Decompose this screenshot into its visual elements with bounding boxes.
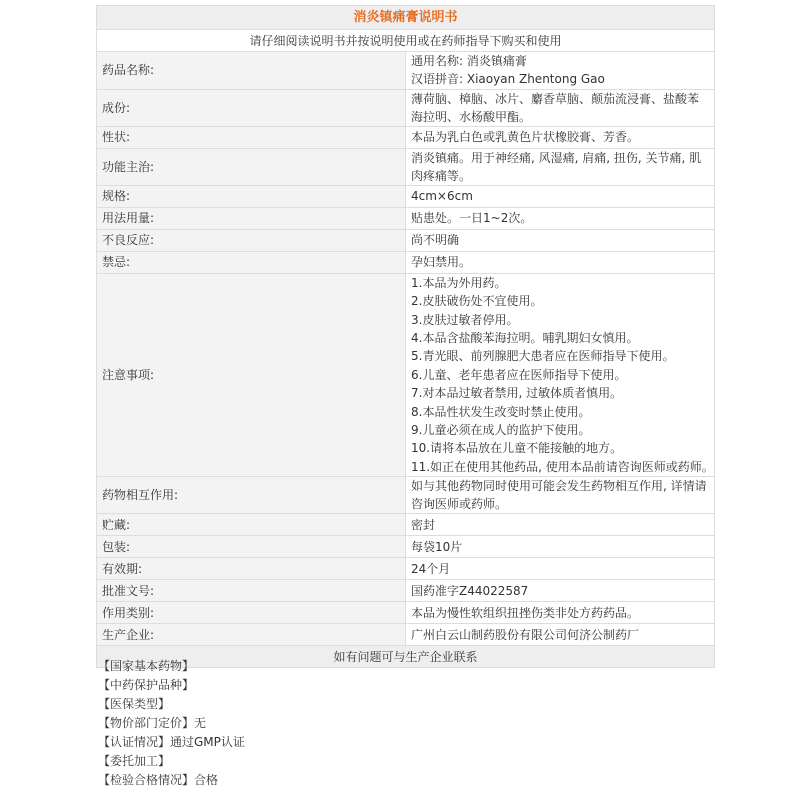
precaution-item: 6.儿童、老年患者应在医师指导下使用。 xyxy=(411,367,627,382)
field-value: 消炎镇痛。用于神经痛, 风湿痛, 肩痛, 扭伤, 关节痛, 肌肉疼痛等。 xyxy=(406,148,715,185)
spec-row xyxy=(97,229,715,251)
extra-info-line: 【医保类型】 xyxy=(98,697,171,711)
field-label: 成份: xyxy=(97,89,406,126)
spec-row xyxy=(97,580,715,602)
precaution-item: 11.如正在使用其他药品, 使用本品前请咨询医师或药师。 xyxy=(411,459,714,474)
field-value: 本品为慢性软组织扭挫伤类非处方药药品。 xyxy=(406,602,715,624)
notice-row xyxy=(97,30,715,52)
reading-notice: 请仔细阅读说明书并按说明使用或在药师指导下购买和使用 xyxy=(97,30,715,52)
spec-row xyxy=(97,624,715,646)
pinyin-name: 汉语拼音: Xiaoyan Zhentong Gao xyxy=(411,72,605,87)
precautions-label: 注意事项: xyxy=(97,273,406,476)
field-value: 贴患处。一日1~2次。 xyxy=(406,207,715,229)
precaution-item: 9.儿童必须在成人的监护下使用。 xyxy=(411,423,591,438)
precautions-list xyxy=(406,273,715,476)
extra-info-list xyxy=(98,657,245,790)
field-value: 孕妇禁用。 xyxy=(406,251,715,273)
field-label: 生产企业: xyxy=(97,624,406,646)
field-label: 作用类别: xyxy=(97,602,406,624)
extra-info-line: 【检验合格情况】合格 xyxy=(98,773,219,787)
extra-info-line: 【物价部门定价】无 xyxy=(98,716,207,730)
spec-row xyxy=(97,207,715,229)
title-row xyxy=(97,6,715,30)
leaflet-sheet xyxy=(96,5,715,668)
spec-row xyxy=(97,251,715,273)
field-label: 有效期: xyxy=(97,558,406,580)
precaution-item: 2.皮肤破伤处不宜使用。 xyxy=(411,294,543,309)
field-label: 功能主治: xyxy=(97,148,406,185)
drug-name-label: 药品名称: xyxy=(97,52,406,90)
precaution-item: 4.本品含盐酸苯海拉明。哺乳期妇女慎用。 xyxy=(411,331,639,346)
extra-info-line: 【认证情况】通过GMP认证 xyxy=(98,735,245,749)
common-name: 通用名称: 消炎镇痛膏 xyxy=(411,54,527,68)
precaution-item: 5.青光眼、前列腺肥大患者应在医师指导下使用。 xyxy=(411,349,675,364)
field-value: 国药准字Z44022587 xyxy=(406,580,715,602)
precaution-item: 1.本品为外用药。 xyxy=(411,275,507,290)
field-value: 24个月 xyxy=(406,558,715,580)
spec-row xyxy=(97,536,715,558)
field-value: 本品为乳白色或乳黄色片状橡胶膏、芳香。 xyxy=(406,126,715,148)
precaution-item: 7.对本品过敏者禁用, 过敏体质者慎用。 xyxy=(411,386,623,401)
spec-row xyxy=(97,89,715,126)
spec-row xyxy=(97,602,715,624)
spec-row xyxy=(97,558,715,580)
extra-info-line: 【国家基本药物】 xyxy=(98,659,195,673)
field-label: 不良反应: xyxy=(97,229,406,251)
precaution-item: 8.本品性状发生改变时禁止使用。 xyxy=(411,404,591,419)
field-label: 规格: xyxy=(97,185,406,207)
field-value: 广州白云山制药股份有限公司何济公制药厂 xyxy=(406,624,715,646)
contact-footer: 如有问题可与生产企业联系 xyxy=(97,646,715,668)
field-label: 贮藏: xyxy=(97,514,406,536)
field-label: 用法用量: xyxy=(97,207,406,229)
drug-name-row xyxy=(97,52,715,90)
spec-row xyxy=(97,477,715,514)
precautions-row xyxy=(97,273,715,476)
spec-row xyxy=(97,126,715,148)
extra-info-line: 【委托加工】 xyxy=(98,754,171,768)
field-value: 每袋10片 xyxy=(406,536,715,558)
precaution-item: 10.请将本品放在儿童不能接触的地方。 xyxy=(411,441,623,456)
field-label: 药物相互作用: xyxy=(97,477,406,514)
spec-row xyxy=(97,148,715,185)
drug-name-value xyxy=(406,52,715,90)
field-value: 尚不明确 xyxy=(406,229,715,251)
spec-row xyxy=(97,514,715,536)
extra-info-line: 【中药保护品种】 xyxy=(98,678,195,692)
field-label: 禁忌: xyxy=(97,251,406,273)
field-label: 批准文号: xyxy=(97,580,406,602)
precaution-item: 3.皮肤过敏者停用。 xyxy=(411,312,519,327)
field-value: 4cm×6cm xyxy=(406,185,715,207)
field-value: 薄荷脑、樟脑、冰片、麝香草脑、颠茄流浸膏、盐酸苯海拉明、水杨酸甲酯。 xyxy=(406,89,715,126)
spec-row xyxy=(97,185,715,207)
field-value: 如与其他药物同时使用可能会发生药物相互作用, 详情请咨询医师或药师。 xyxy=(406,477,715,514)
leaflet-title: 消炎镇痛膏说明书 xyxy=(97,6,715,30)
field-label: 包装: xyxy=(97,536,406,558)
spec-table xyxy=(96,5,715,668)
field-value: 密封 xyxy=(406,514,715,536)
field-label: 性状: xyxy=(97,126,406,148)
